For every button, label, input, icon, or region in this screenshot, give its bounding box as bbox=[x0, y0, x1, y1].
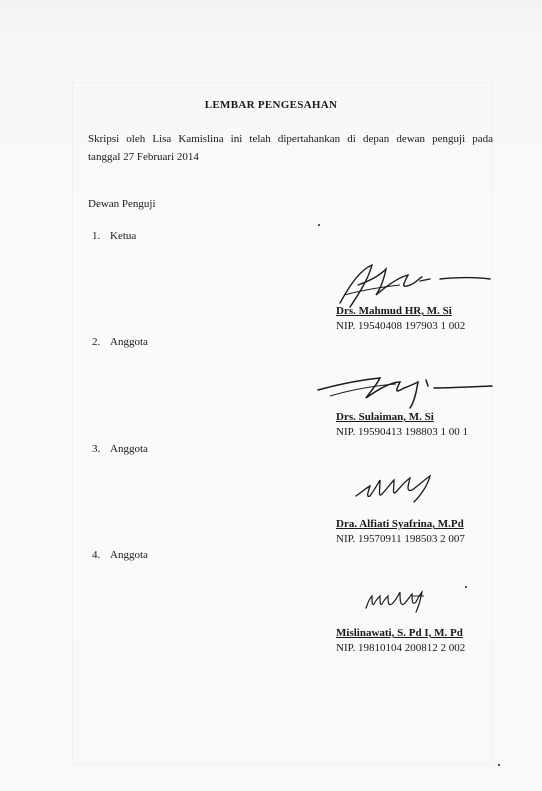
committee-heading: Dewan Penguji bbox=[88, 198, 156, 210]
member-4-number: 4. bbox=[92, 549, 101, 561]
page-frame bbox=[72, 82, 492, 764]
speck-mark bbox=[318, 224, 320, 226]
member-4-nip: NIP. 19810104 200812 2 002 bbox=[336, 642, 466, 654]
speck-mark bbox=[498, 764, 500, 766]
member-2-name: Drs. Sulaiman, M. Si bbox=[336, 411, 434, 423]
member-2-nip: NIP. 19590413 198803 1 00 1 bbox=[336, 426, 469, 438]
member-1-nip: NIP. 19540408 197903 1 002 bbox=[336, 320, 466, 332]
member-2-role: Anggota bbox=[110, 336, 148, 348]
approval-paragraph bbox=[88, 130, 493, 166]
member-3-role: Anggota bbox=[110, 443, 148, 455]
signature-3-image bbox=[300, 462, 500, 522]
paragraph-line-2: tanggal 27 Februari 2014 bbox=[88, 151, 199, 163]
member-1-name: Drs. Mahmud HR, M. Si bbox=[336, 305, 452, 317]
member-4-name: Mislinawati, S. Pd I, M. Pd bbox=[336, 627, 463, 639]
member-1-role: Ketua bbox=[110, 230, 137, 242]
member-2-number: 2. bbox=[92, 336, 101, 348]
member-3-name: Dra. Alfiati Syafrina, M.Pd bbox=[336, 518, 464, 530]
member-3-nip: NIP. 19570911 198503 2 007 bbox=[336, 533, 465, 545]
member-1-label bbox=[92, 230, 136, 242]
member-4-role: Anggota bbox=[110, 549, 148, 561]
speck-mark bbox=[465, 586, 467, 588]
member-2-label bbox=[92, 336, 148, 348]
member-3-number: 3. bbox=[92, 443, 101, 455]
member-3-label bbox=[92, 443, 148, 455]
document-title: LEMBAR PENGESAHAN bbox=[204, 99, 338, 111]
member-4-label bbox=[92, 549, 148, 561]
member-1-number: 1. bbox=[92, 230, 101, 242]
paragraph-line-1: Skripsi oleh Lisa Kamislina ini telah dipertahankan di depan dewan penguji pada bbox=[88, 133, 493, 145]
